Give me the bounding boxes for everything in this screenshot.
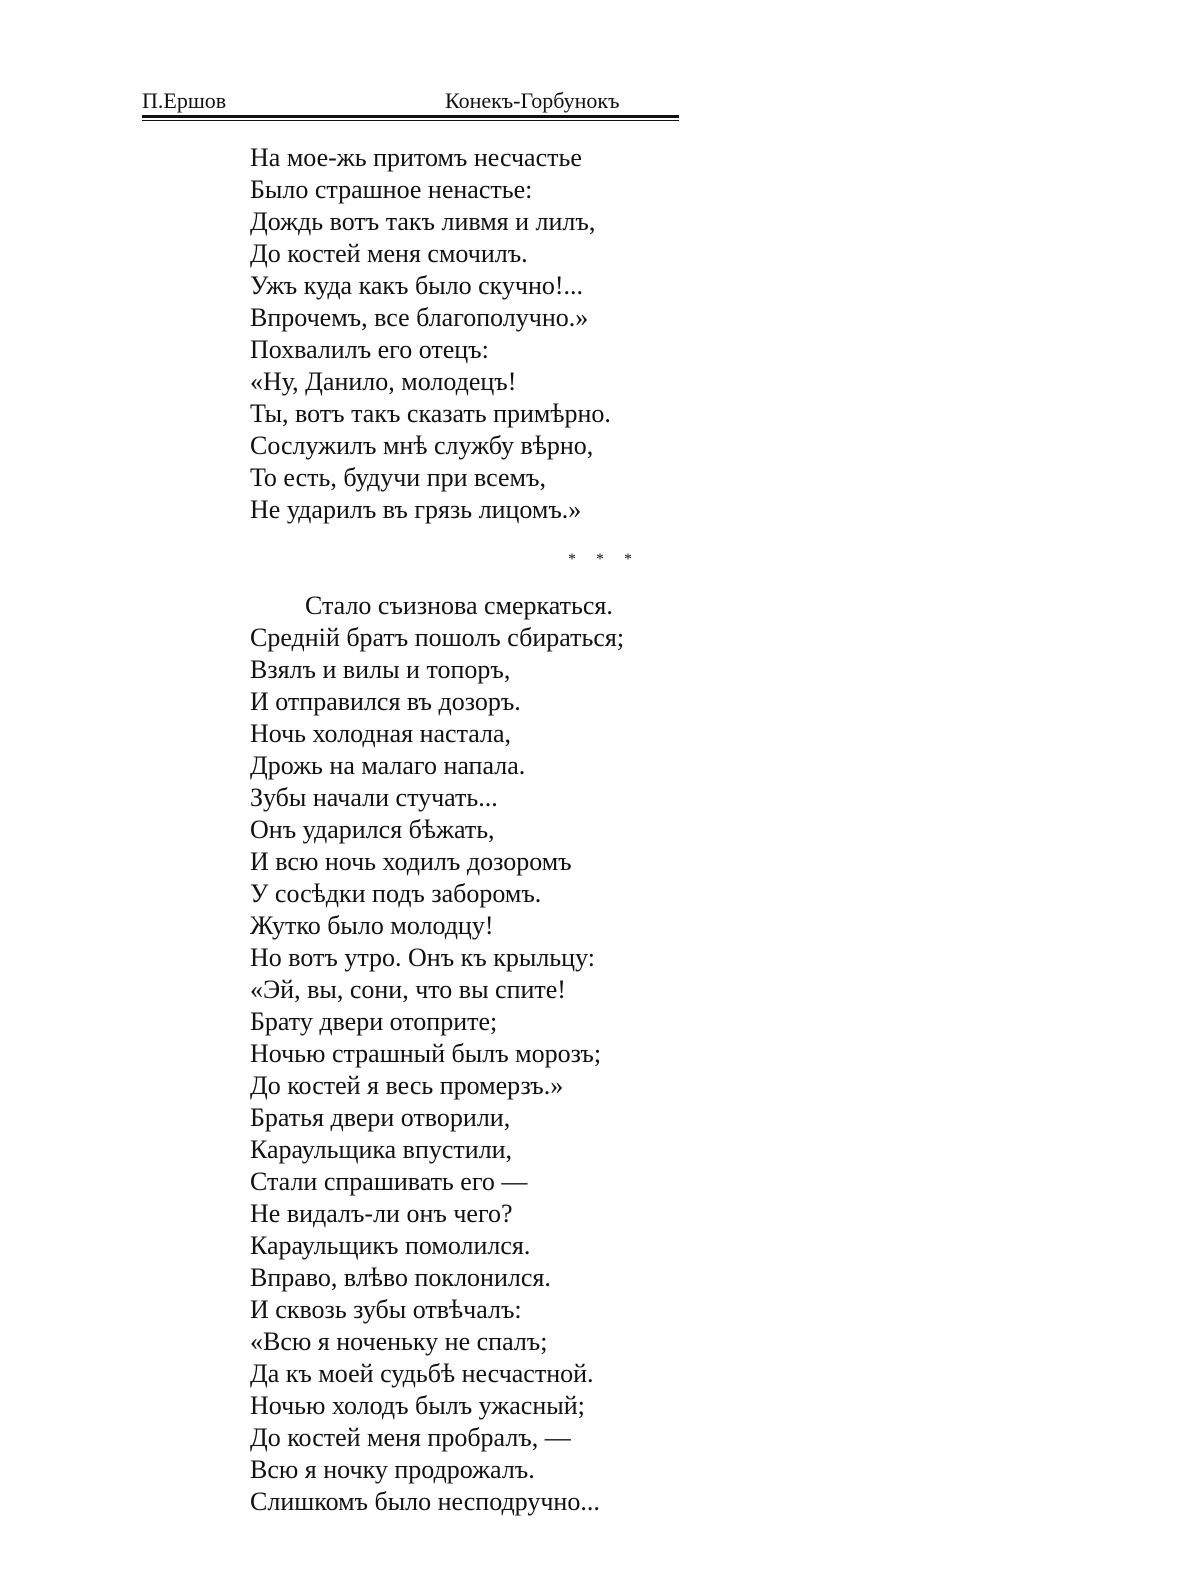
- verse-line: Ты, вотъ такъ сказать примѣрно.: [250, 399, 611, 428]
- verse-line: Дрожь на малаго напала.: [250, 751, 526, 780]
- verse-line: Брату двери отоприте;: [250, 1007, 498, 1036]
- header-rule-thin: [142, 120, 679, 121]
- verse-line: Вправо, влѣво поклонился.: [250, 1263, 551, 1292]
- verse-line: Ужъ куда какъ было скучно!...: [250, 271, 584, 300]
- section-break: * * *: [568, 551, 640, 568]
- verse-line: Не видалъ-ли онъ чего?: [250, 1199, 513, 1228]
- verse-line: И отправился въ дозоръ.: [250, 687, 521, 716]
- verse-line: Слишкомъ было несподручно...: [250, 1487, 600, 1516]
- verse-line: Онъ ударился бѣжать,: [250, 815, 495, 844]
- stanza-1: [250, 142, 611, 526]
- verse-line: Стали спрашивать его —: [250, 1167, 528, 1196]
- verse-line: «Всю я ноченьку не спалъ;: [250, 1327, 548, 1356]
- verse-line: Было страшное ненастье:: [250, 175, 533, 204]
- verse-line: Среднiй братъ пошолъ сбираться;: [250, 623, 625, 652]
- verse-line: Впрочемъ, все благополучно.»: [250, 303, 589, 332]
- verse-line: И всю ночь ходилъ дозоромъ: [250, 847, 572, 876]
- verse-line: До костей меня пробралъ, —: [250, 1423, 571, 1452]
- verse-line: Дождь вотъ такъ ливмя и лилъ,: [250, 207, 596, 236]
- verse-line: Сослужилъ мнѣ службу вѣрно,: [250, 431, 594, 460]
- header-rule-thick: [142, 115, 679, 118]
- verse-line: У сосѣдки подъ заборомъ.: [250, 879, 542, 908]
- running-head: [142, 88, 679, 120]
- verse-line: Зубы начали стучать...: [250, 783, 498, 812]
- verse-line: Да къ моей судьбѣ несчастной.: [250, 1359, 594, 1388]
- verse-line: Ночью холодъ былъ ужасный;: [250, 1391, 585, 1420]
- verse-line: И сквозь зубы отвѣчалъ:: [250, 1295, 522, 1324]
- author-name: П.Ершов: [142, 88, 227, 113]
- verse-line: Стало съизнова смеркаться.: [305, 591, 613, 620]
- verse-line: Братья двери отворили,: [250, 1103, 511, 1132]
- verse-line: То есть, будучи при всемъ,: [250, 463, 546, 492]
- verse-line: Похвалилъ его отецъ:: [250, 335, 489, 364]
- verse-line: Всю я ночку продрожалъ.: [250, 1455, 535, 1484]
- verse-line: «Эй, вы, сони, что вы спите!: [250, 975, 566, 1004]
- verse-line: На мое-жь притомъ несчастье: [250, 143, 582, 172]
- book-title: Конекъ-Горбунокъ: [445, 88, 620, 113]
- verse-line: Ночью страшный былъ морозъ;: [250, 1039, 602, 1068]
- verse-line: Ночь холодная настала,: [250, 719, 512, 748]
- verse-line: Взялъ и вилы и топоръ,: [250, 655, 511, 684]
- verse-line: До костей меня смочилъ.: [250, 239, 528, 268]
- verse-line: Караульщикъ помолился.: [250, 1231, 531, 1260]
- verse-line: До костей я весь промерзъ.»: [250, 1071, 564, 1100]
- verse-line: Не ударилъ въ грязь лицомъ.»: [250, 495, 582, 524]
- verse-line: «Ну, Данило, молодецъ!: [250, 367, 517, 396]
- stanza-2: [250, 590, 624, 1518]
- verse-line: Караульщика впустили,: [250, 1135, 513, 1164]
- verse-line: Жутко было молодцу!: [250, 911, 494, 940]
- verse-line: Но вотъ утро. Онъ къ крыльцу:: [250, 943, 595, 972]
